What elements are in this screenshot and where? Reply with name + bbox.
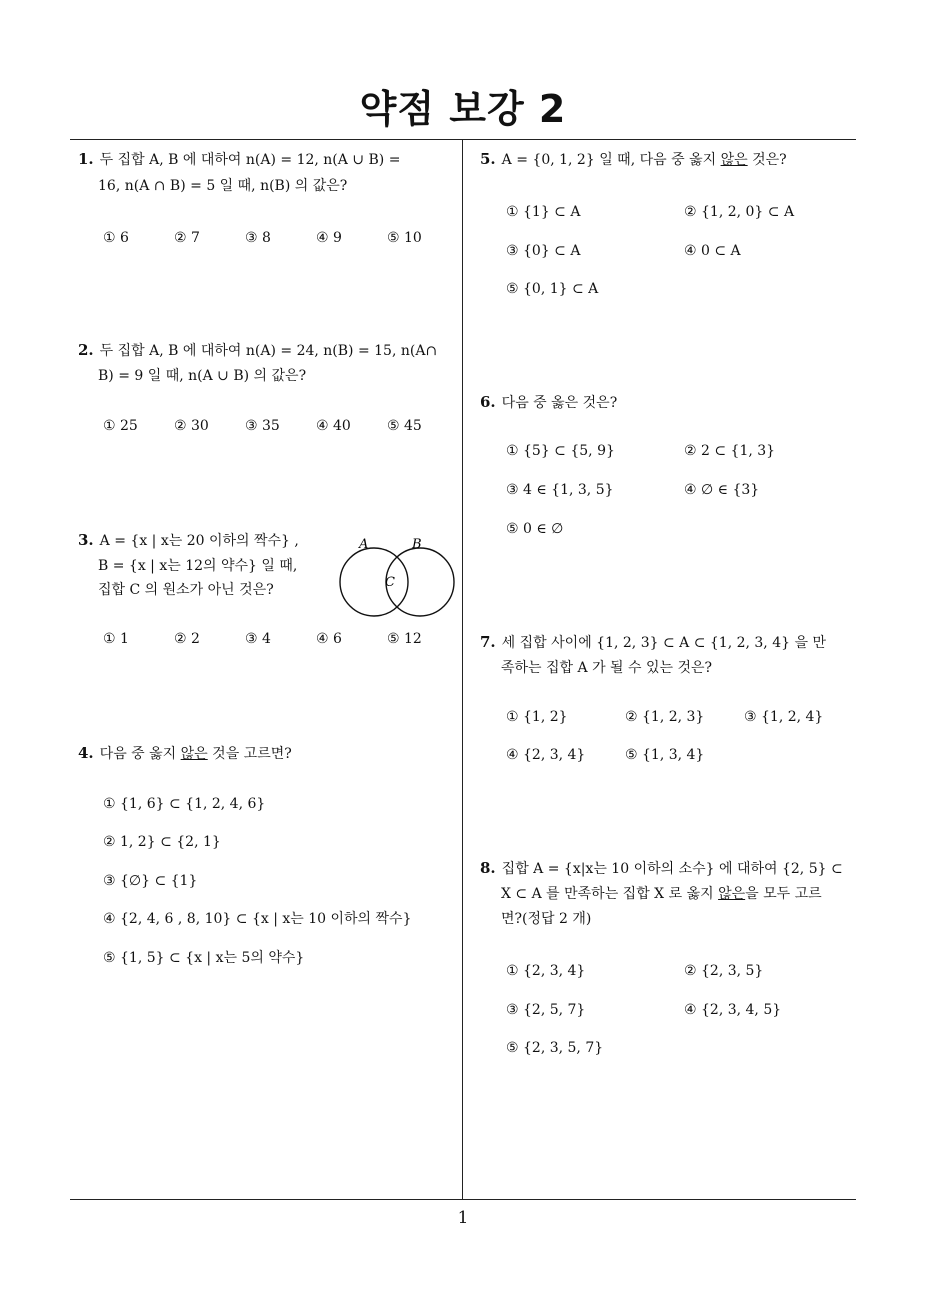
answer-option[interactable]: ④ {2, 3, 4} [506,747,586,763]
answer-option[interactable]: ② {2, 3, 5} [684,963,764,979]
venn-diagram [318,530,458,625]
answer-option[interactable]: ③ {∅} ⊂ {1} [103,873,198,889]
venn-label-c: C [385,575,395,590]
answer-option[interactable]: ② 7 [174,230,200,246]
answer-option[interactable]: ② {1, 2, 0} ⊂ A [684,204,795,220]
question-text: 을 모두 고르 [745,886,822,902]
answer-option[interactable]: ⑤ {2, 3, 5, 7} [506,1040,604,1056]
question-text-line: 두 집합 A, B 에 대하여 n(A) = 24, n(B) = 15, n(A∩ [99,343,438,359]
question-text: 것을 고르면? [207,746,292,762]
column-divider [462,139,463,1200]
question-text-line: 16, n(A ∩ B) = 5 일 때, n(B) 의 값은? [98,178,348,194]
answer-option[interactable]: ③ {1, 2, 4} [744,709,824,725]
question-number: 6. [480,393,496,411]
page-title: 약점 보강 2 [359,87,567,131]
answer-option[interactable]: ⑤ {1, 5} ⊂ {x | x는 5의 약수} [103,950,305,966]
venn-circle-b [386,548,454,616]
answer-option[interactable]: ① {2, 3, 4} [506,963,586,979]
answer-option[interactable]: ④ 9 [316,230,342,246]
answer-option[interactable]: ⑤ 45 [387,418,422,434]
venn-label-b: B [412,537,422,552]
answer-option[interactable]: ① 1 [103,631,129,647]
emphasis-text: 않은 [180,746,208,762]
question-number: 7. [480,633,496,651]
answer-option[interactable]: ④ 40 [316,418,351,434]
answer-option[interactable]: ③ {0} ⊂ A [506,243,581,259]
question-text: 다음 중 옳은 것은? [501,395,618,411]
answer-option[interactable]: ④ {2, 3, 4, 5} [684,1002,782,1018]
page-number: 1 [457,1208,469,1228]
answer-option[interactable]: ⑤ {1, 3, 4} [625,747,705,763]
answer-option[interactable]: ③ 4 ∈ {1, 3, 5} [506,482,614,498]
answer-option[interactable]: ② 30 [174,418,209,434]
answer-option[interactable]: ⑤ 0 ∈ ∅ [506,521,564,537]
question-number: 1. [78,150,94,168]
question-number: 4. [78,744,94,762]
answer-option[interactable]: ④ {2, 4, 6 , 8, 10} ⊂ {x | x는 10 이하의 짝수} [103,911,412,927]
question-text-line: B = {x | x는 12의 약수} 일 때, [98,558,298,574]
question-number: 8. [480,859,496,877]
answer-option[interactable]: ④ ∅ ∈ {3} [684,482,760,498]
answer-option[interactable]: ① 25 [103,418,138,434]
question-text-line: A = {x | x는 20 이하의 짝수} , [99,533,299,549]
question-text: 다음 중 옳지 [99,746,181,762]
question-text-line: 집합 C 의 원소가 아닌 것은? [98,582,274,598]
question-text-line: 면?(정답 2 개) [501,911,592,927]
question-text: X ⊂ A 를 만족하는 집합 X 로 옳지 [501,886,719,902]
question-text: 것은? [747,152,787,168]
answer-option[interactable]: ④ 6 [316,631,342,647]
answer-option[interactable]: ⑤ 12 [387,631,422,647]
question-number: 2. [78,341,94,359]
answer-option[interactable]: ① {1, 2} [506,709,568,725]
emphasis-text: 않은 [720,152,748,168]
answer-option[interactable]: ③ {2, 5, 7} [506,1002,586,1018]
question-text-line: 족하는 집합 A 가 될 수 있는 것은? [501,660,713,676]
question-text-line: 집합 A = {x|x는 10 이하의 소수} 에 대하여 {2, 5} ⊂ [501,861,843,877]
answer-option[interactable]: ④ 0 ⊂ A [684,243,741,259]
answer-option[interactable]: ③ 35 [245,418,280,434]
answer-option[interactable]: ② 2 ⊂ {1, 3} [684,443,776,459]
top-rule [70,139,856,140]
answer-option[interactable]: ⑤ {0, 1} ⊂ A [506,281,599,297]
question-text-line: B) = 9 일 때, n(A ∪ B) 의 값은? [98,368,307,384]
answer-option[interactable]: ⑤ 10 [387,230,422,246]
answer-option[interactable]: ② 1, 2} ⊂ {2, 1} [103,834,221,850]
answer-option[interactable]: ① 6 [103,230,129,246]
question-number: 3. [78,531,94,549]
question-text-line: 두 집합 A, B 에 대하여 n(A) = 12, n(A ∪ B) = [99,152,401,168]
answer-option[interactable]: ① {1, 6} ⊂ {1, 2, 4, 6} [103,796,266,812]
question-text-line: 세 집합 사이에 {1, 2, 3} ⊂ A ⊂ {1, 2, 3, 4} 을 만 [501,635,826,651]
answer-option[interactable]: ① {5} ⊂ {5, 9} [506,443,615,459]
bottom-rule [70,1199,856,1200]
emphasis-text: 않은 [718,886,746,902]
venn-label-a: A [359,537,369,552]
answer-option[interactable]: ② 2 [174,631,200,647]
question-text: A = {0, 1, 2} 일 때, 다음 중 옳지 [501,152,721,168]
venn-circle-a [340,548,408,616]
answer-option[interactable]: ③ 8 [245,230,271,246]
answer-option[interactable]: ③ 4 [245,631,271,647]
answer-option[interactable]: ② {1, 2, 3} [625,709,705,725]
answer-option[interactable]: ① {1} ⊂ A [506,204,581,220]
question-number: 5. [480,150,496,168]
